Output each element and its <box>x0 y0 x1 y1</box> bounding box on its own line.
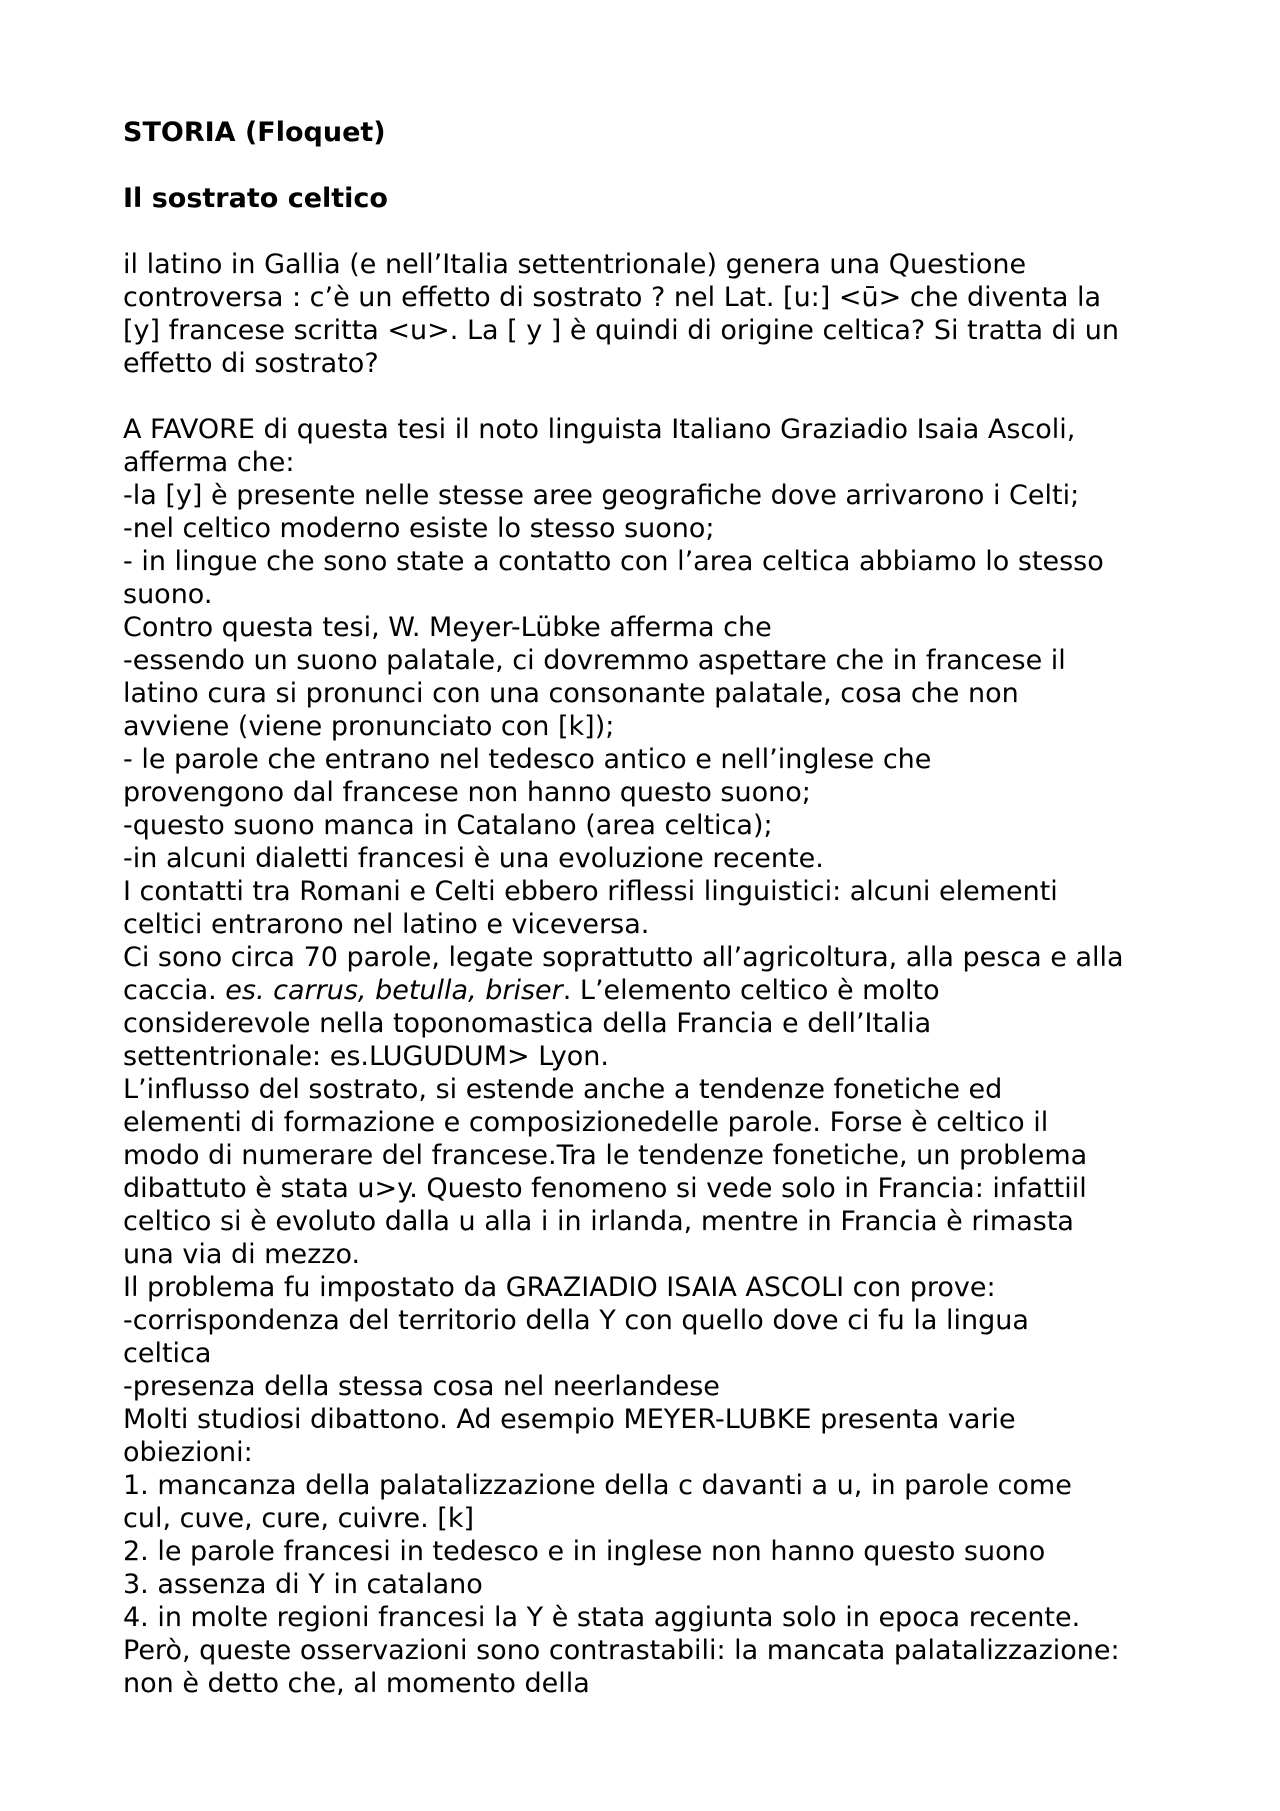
text-line: Molti studiosi dibattono. Ad esempio MEYER-LUBKE presenta varie <box>123 1404 1016 1435</box>
italic-examples: es. carrus, betulla, briser <box>225 975 563 1006</box>
text-line: una via di mezzo. <box>123 1239 361 1270</box>
text-line: celtica <box>123 1338 212 1369</box>
document-title: STORIA (Floquet) <box>123 117 386 148</box>
text-line: elementi di formazione e composizionedelle parole. Forse è celtico il <box>123 1107 1049 1138</box>
text-line: Contro questa tesi, W. Meyer-Lübke afferma che <box>123 612 772 643</box>
section-heading: Il sostrato celtico <box>123 183 388 214</box>
text-line: settentrionale: es.LUGUDUM> Lyon. <box>123 1041 609 1072</box>
text-line: -la [y] è presente nelle stesse aree geografiche dove arrivarono i Celti; <box>123 480 1080 511</box>
text-line: -presenza della stessa cosa nel neerlandese <box>123 1371 720 1402</box>
text-line: -in alcuni dialetti francesi è una evoluzione recente. <box>123 843 824 874</box>
text-line: afferma che: <box>123 447 295 478</box>
text-line: -essendo un suono palatale, ci dovremmo aspettare che in francese il <box>123 645 1066 676</box>
text-line: controversa : c’è un effetto di sostrato ? nel Lat. [u:] <ū> che diventa la <box>123 282 1102 313</box>
text-line: celtico si è evoluto dalla u alla i in irlanda, mentre in Francia è rimasta <box>123 1206 1074 1237</box>
text-line: I contatti tra Romani e Celti ebbero riflessi linguistici: alcuni elementi <box>123 876 1058 907</box>
text-line: suono. <box>123 579 213 610</box>
text-line: effetto di sostrato? <box>123 348 379 379</box>
text-line: Il problema fu impostato da GRAZIADIO ISAIA ASCOLI con prove: <box>123 1272 996 1303</box>
text-line: [y] francese scritta <u>. La [ y ] è quindi di origine celtica? Si tratta di un <box>123 315 1120 346</box>
text-run: caccia. <box>123 975 226 1006</box>
text-line: - in lingue che sono state a contatto con l’area celtica abbiamo lo stesso <box>123 546 1104 577</box>
text-line: L’influsso del sostrato, si estende anche a tendenze fonetiche ed <box>123 1074 1003 1105</box>
intro-paragraph <box>123 248 1183 380</box>
text-line: obiezioni: <box>123 1437 253 1468</box>
text-line: 2. le parole francesi in tedesco e in inglese non hanno questo suono <box>123 1536 1046 1567</box>
text-line: -nel celtico moderno esiste lo stesso suono; <box>123 513 715 544</box>
text-line: considerevole nella toponomastica della Francia e dell’Italia <box>123 1008 932 1039</box>
text-line: cul, cuve, cure, cuivre. [k] <box>123 1503 474 1534</box>
text-line: -questo suono manca in Catalano (area celtica); <box>123 810 773 841</box>
text-line-with-examples <box>123 974 1183 1007</box>
text-line: avviene (viene pronunciato con [k]); <box>123 711 615 742</box>
body-text <box>123 413 1183 1700</box>
text-line: A FAVORE di questa tesi il noto linguista Italiano Graziadio Isaia Ascoli, <box>123 414 1076 445</box>
text-line: il latino in Gallia (e nell’Italia settentrionale) genera una Questione <box>123 249 1027 280</box>
text-line: non è detto che, al momento della <box>123 1668 590 1699</box>
text-line: 4. in molte regioni francesi la Y è stata aggiunta solo in epoca recente. <box>123 1602 1081 1633</box>
text-line: Però, queste osservazioni sono contrastabili: la mancata palatalizzazione: <box>123 1635 1120 1666</box>
text-line: 3. assenza di Y in catalano <box>123 1569 483 1600</box>
text-line: 1. mancanza della palatalizzazione della c davanti a u, in parole come <box>123 1470 1072 1501</box>
text-line: -corrispondenza del territorio della Y con quello dove ci fu la lingua <box>123 1305 1029 1336</box>
text-line: modo di numerare del francese.Tra le tendenze fonetiche, un problema <box>123 1140 1088 1171</box>
text-line: Ci sono circa 70 parole, legate soprattutto all’agricoltura, alla pesca e alla <box>123 942 1124 973</box>
text-line: latino cura si pronunci con una consonante palatale, cosa che non <box>123 678 1019 709</box>
document-page <box>123 116 1183 1700</box>
text-line: celtici entrarono nel latino e viceversa. <box>123 909 650 940</box>
text-line: dibattuto è stata u>y. Questo fenomeno si vede solo in Francia: infattiil <box>123 1173 1087 1204</box>
text-run: . L’elemento celtico è molto <box>562 975 940 1006</box>
text-line: - le parole che entrano nel tedesco antico e nell’inglese che <box>123 744 932 775</box>
text-line: provengono dal francese non hanno questo suono; <box>123 777 811 808</box>
